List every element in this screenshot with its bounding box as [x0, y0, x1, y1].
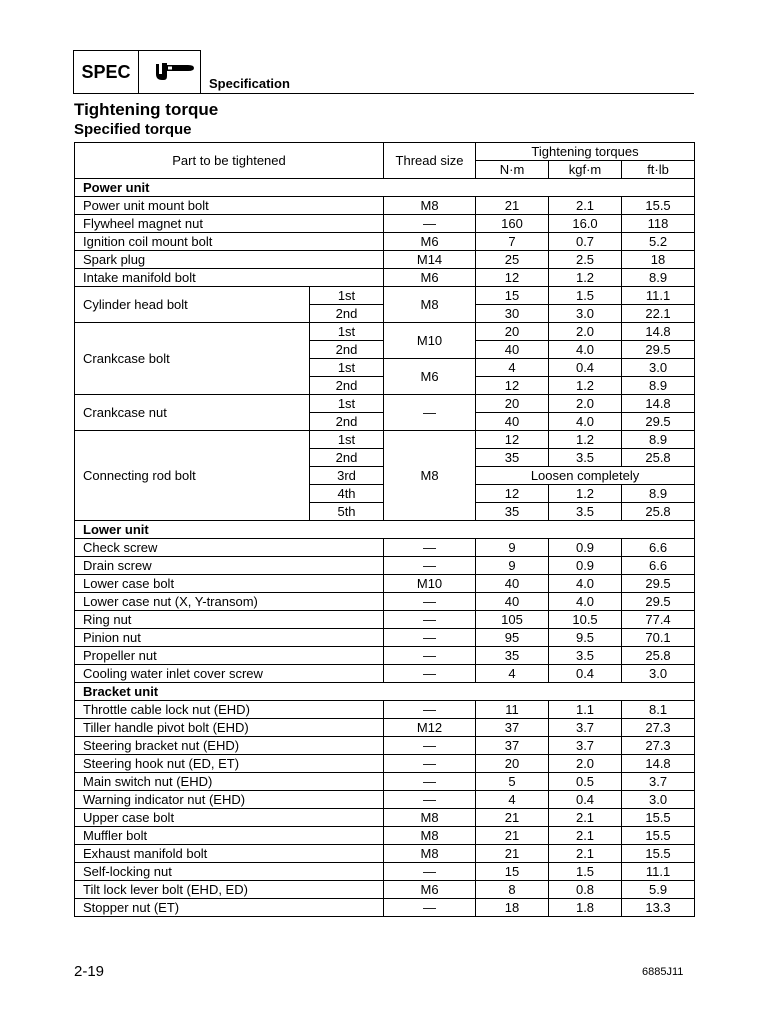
nm-cell: 20: [476, 755, 549, 773]
part-cell: Lower case bolt: [75, 575, 384, 593]
thread-cell: M14: [384, 251, 476, 269]
part-cell: Tilt lock lever bolt (EHD, ED): [75, 881, 384, 899]
thread-cell: M10: [384, 323, 476, 359]
nm-cell: 35: [476, 647, 549, 665]
nm-cell: 12: [476, 269, 549, 287]
thread-cell: M6: [384, 269, 476, 287]
ftlb-cell: 6.6: [622, 539, 695, 557]
part-cell: Steering bracket nut (EHD): [75, 737, 384, 755]
table-row: [75, 881, 695, 899]
kgfm-cell: 1.5: [549, 863, 622, 881]
nm-cell: 40: [476, 575, 549, 593]
kgfm-cell: 1.2: [549, 377, 622, 395]
ftlb-cell: 70.1: [622, 629, 695, 647]
nm-cell: 9: [476, 557, 549, 575]
nm-cell: 30: [476, 305, 549, 323]
nm-cell: 21: [476, 809, 549, 827]
thread-cell: —: [384, 701, 476, 719]
kgfm-cell: 0.4: [549, 791, 622, 809]
part-cell: Tiller handle pivot bolt (EHD): [75, 719, 384, 737]
nm-cell: 15: [476, 287, 549, 305]
ftlb-cell: 22.1: [622, 305, 695, 323]
section-label: Bracket unit: [75, 683, 695, 701]
ftlb-cell: 29.5: [622, 413, 695, 431]
table-row: [75, 665, 695, 683]
table-row: [75, 215, 695, 233]
thread-cell: —: [384, 395, 476, 431]
ftlb-cell: 29.5: [622, 575, 695, 593]
nm-cell: 37: [476, 737, 549, 755]
page-title: Tightening torque: [74, 100, 219, 119]
kgfm-cell: 2.1: [549, 197, 622, 215]
kgfm-cell: 10.5: [549, 611, 622, 629]
ftlb-cell: 6.6: [622, 557, 695, 575]
nm-cell: 21: [476, 827, 549, 845]
ftlb-cell: 15.5: [622, 197, 695, 215]
table-row: [75, 557, 695, 575]
part-cell: Power unit mount bolt: [75, 197, 384, 215]
ftlb-cell: 3.0: [622, 665, 695, 683]
nm-cell: 95: [476, 629, 549, 647]
part-cell: Muffler bolt: [75, 827, 384, 845]
section-row-power: [75, 179, 695, 197]
nm-cell: 5: [476, 773, 549, 791]
step-cell: 5th: [310, 503, 384, 521]
nm-cell: 37: [476, 719, 549, 737]
ftlb-cell: 29.5: [622, 593, 695, 611]
ftlb-cell: 27.3: [622, 737, 695, 755]
kgfm-cell: 0.8: [549, 881, 622, 899]
kgfm-cell: 2.0: [549, 323, 622, 341]
nm-cell: 12: [476, 431, 549, 449]
nm-cell: 18: [476, 899, 549, 917]
kgfm-cell: 4.0: [549, 575, 622, 593]
step-cell: 1st: [310, 323, 384, 341]
thread-cell: M12: [384, 719, 476, 737]
page-subtitle: Specified torque: [74, 121, 192, 138]
kgfm-cell: 1.1: [549, 701, 622, 719]
part-cell: Warning indicator nut (EHD): [75, 791, 384, 809]
kgfm-cell: 3.7: [549, 737, 622, 755]
part-cell: Crankcase bolt: [75, 323, 310, 395]
part-cell: Flywheel magnet nut: [75, 215, 384, 233]
section-row-lower: [75, 521, 695, 539]
table-row: [75, 269, 695, 287]
table-row: [75, 287, 695, 305]
kgfm-cell: 4.0: [549, 593, 622, 611]
nm-cell: 105: [476, 611, 549, 629]
thread-cell: —: [384, 557, 476, 575]
thread-cell: —: [384, 791, 476, 809]
ftlb-cell: 18: [622, 251, 695, 269]
kgfm-cell: 0.4: [549, 665, 622, 683]
thread-cell: M8: [384, 809, 476, 827]
table-row: [75, 773, 695, 791]
part-cell: Upper case bolt: [75, 809, 384, 827]
thread-cell: M6: [384, 359, 476, 395]
nm-cell: 25: [476, 251, 549, 269]
table-row: [75, 395, 695, 413]
part-cell: Self-locking nut: [75, 863, 384, 881]
ftlb-cell: 8.1: [622, 701, 695, 719]
table-header-row: [75, 143, 695, 161]
nm-cell: 40: [476, 593, 549, 611]
thread-cell: —: [384, 539, 476, 557]
table-row: [75, 251, 695, 269]
part-cell: Stopper nut (ET): [75, 899, 384, 917]
kgfm-cell: 0.5: [549, 773, 622, 791]
thread-cell: M6: [384, 233, 476, 251]
part-cell: Spark plug: [75, 251, 384, 269]
part-cell: Steering hook nut (ED, ET): [75, 755, 384, 773]
table-row: [75, 755, 695, 773]
table-row: [75, 791, 695, 809]
ftlb-cell: 14.8: [622, 323, 695, 341]
table-row: [75, 575, 695, 593]
section-label: Lower unit: [75, 521, 695, 539]
thread-cell: —: [384, 629, 476, 647]
ftlb-cell: 3.0: [622, 791, 695, 809]
step-cell: 2nd: [310, 341, 384, 359]
table-row: [75, 233, 695, 251]
part-cell: Intake manifold bolt: [75, 269, 384, 287]
nm-cell: 35: [476, 449, 549, 467]
part-cell: Main switch nut (EHD): [75, 773, 384, 791]
col-kgfm-header: kgf·m: [549, 161, 622, 179]
part-cell: Crankcase nut: [75, 395, 310, 431]
ftlb-cell: 8.9: [622, 431, 695, 449]
ftlb-cell: 3.7: [622, 773, 695, 791]
part-cell: Check screw: [75, 539, 384, 557]
thread-cell: —: [384, 737, 476, 755]
nm-cell: 21: [476, 845, 549, 863]
table-row: [75, 809, 695, 827]
nm-cell: 20: [476, 395, 549, 413]
kgfm-cell: 3.7: [549, 719, 622, 737]
step-cell: 2nd: [310, 413, 384, 431]
section-label: Power unit: [75, 179, 695, 197]
part-cell: Lower case nut (X, Y-transom): [75, 593, 384, 611]
spec-header-box: [73, 50, 201, 94]
ftlb-cell: 11.1: [622, 863, 695, 881]
step-cell: 2nd: [310, 449, 384, 467]
col-ftlb-header: ft·lb: [622, 161, 695, 179]
thread-cell: —: [384, 755, 476, 773]
kgfm-cell: 1.8: [549, 899, 622, 917]
section-title: Specification: [209, 76, 290, 91]
page-number: 2-19: [74, 963, 105, 980]
nm-cell: 9: [476, 539, 549, 557]
table-row: [75, 719, 695, 737]
ftlb-cell: 8.9: [622, 485, 695, 503]
table-row: [75, 611, 695, 629]
table-row: [75, 539, 695, 557]
kgfm-cell: 0.4: [549, 359, 622, 377]
kgfm-cell: 0.9: [549, 539, 622, 557]
kgfm-cell: 2.5: [549, 251, 622, 269]
thread-cell: M8: [384, 845, 476, 863]
step-cell: 1st: [310, 359, 384, 377]
part-cell: Cylinder head bolt: [75, 287, 310, 323]
kgfm-cell: 16.0: [549, 215, 622, 233]
part-cell: Throttle cable lock nut (EHD): [75, 701, 384, 719]
ftlb-cell: 15.5: [622, 827, 695, 845]
spec-badge: SPEC: [74, 51, 139, 93]
ftlb-cell: 14.8: [622, 755, 695, 773]
table-row: [75, 845, 695, 863]
kgfm-cell: 3.0: [549, 305, 622, 323]
nm-cell: 160: [476, 215, 549, 233]
part-cell: Exhaust manifold bolt: [75, 845, 384, 863]
table-row: [75, 737, 695, 755]
table-row: [75, 827, 695, 845]
thread-cell: M8: [384, 827, 476, 845]
step-cell: 2nd: [310, 305, 384, 323]
nm-cell: 7: [476, 233, 549, 251]
table-row: [75, 431, 695, 449]
kgfm-cell: 1.2: [549, 485, 622, 503]
nm-cell: 15: [476, 863, 549, 881]
ftlb-cell: 5.9: [622, 881, 695, 899]
thread-cell: —: [384, 665, 476, 683]
ftlb-cell: 25.8: [622, 503, 695, 521]
part-cell: Ignition coil mount bolt: [75, 233, 384, 251]
ftlb-cell: 8.9: [622, 377, 695, 395]
thread-cell: M8: [384, 197, 476, 215]
col-part-header: Part to be tightened: [75, 143, 384, 179]
kgfm-cell: 2.1: [549, 809, 622, 827]
table-row: [75, 197, 695, 215]
ftlb-cell: 77.4: [622, 611, 695, 629]
nm-cell: 20: [476, 323, 549, 341]
torque-table: [74, 142, 695, 917]
thread-cell: —: [384, 215, 476, 233]
table-row: [75, 899, 695, 917]
nm-cell: 21: [476, 197, 549, 215]
nm-cell: 35: [476, 503, 549, 521]
part-cell: Drain screw: [75, 557, 384, 575]
kgfm-cell: 4.0: [549, 413, 622, 431]
ftlb-cell: 15.5: [622, 845, 695, 863]
thread-cell: —: [384, 899, 476, 917]
thread-cell: M8: [384, 431, 476, 521]
step-cell: 1st: [310, 431, 384, 449]
col-nm-header: N·m: [476, 161, 549, 179]
document-code: 6885J11: [642, 966, 684, 978]
torque-wrench-icon: [148, 60, 196, 84]
kgfm-cell: 3.5: [549, 449, 622, 467]
nm-cell: 12: [476, 485, 549, 503]
kgfm-cell: 4.0: [549, 341, 622, 359]
thread-cell: —: [384, 593, 476, 611]
nm-cell: 40: [476, 341, 549, 359]
ftlb-cell: 15.5: [622, 809, 695, 827]
step-cell: 1st: [310, 287, 384, 305]
header-rule: [201, 93, 694, 94]
kgfm-cell: 0.7: [549, 233, 622, 251]
thread-cell: —: [384, 773, 476, 791]
part-cell: Pinion nut: [75, 629, 384, 647]
ftlb-cell: 118: [622, 215, 695, 233]
part-cell: Ring nut: [75, 611, 384, 629]
ftlb-cell: 13.3: [622, 899, 695, 917]
ftlb-cell: 25.8: [622, 449, 695, 467]
thread-cell: M8: [384, 287, 476, 323]
thread-cell: —: [384, 611, 476, 629]
nm-cell: 40: [476, 413, 549, 431]
step-cell: 2nd: [310, 377, 384, 395]
part-cell: Cooling water inlet cover screw: [75, 665, 384, 683]
kgfm-cell: 1.2: [549, 431, 622, 449]
kgfm-cell: 2.1: [549, 845, 622, 863]
ftlb-cell: 3.0: [622, 359, 695, 377]
thread-cell: M10: [384, 575, 476, 593]
kgfm-cell: 9.5: [549, 629, 622, 647]
part-cell: Connecting rod bolt: [75, 431, 310, 521]
kgfm-cell: 2.0: [549, 755, 622, 773]
col-torques-header: Tightening torques: [476, 143, 695, 161]
step-cell: 4th: [310, 485, 384, 503]
nm-cell: 8: [476, 881, 549, 899]
col-thread-header: Thread size: [384, 143, 476, 179]
kgfm-cell: 2.0: [549, 395, 622, 413]
nm-cell: 4: [476, 791, 549, 809]
note-cell: Loosen completely: [476, 467, 695, 485]
thread-cell: —: [384, 863, 476, 881]
ftlb-cell: 25.8: [622, 647, 695, 665]
part-cell: Propeller nut: [75, 647, 384, 665]
kgfm-cell: 3.5: [549, 647, 622, 665]
kgfm-cell: 2.1: [549, 827, 622, 845]
nm-cell: 11: [476, 701, 549, 719]
step-cell: 3rd: [310, 467, 384, 485]
ftlb-cell: 11.1: [622, 287, 695, 305]
table-row: [75, 629, 695, 647]
nm-cell: 4: [476, 359, 549, 377]
kgfm-cell: 3.5: [549, 503, 622, 521]
kgfm-cell: 1.2: [549, 269, 622, 287]
ftlb-cell: 8.9: [622, 269, 695, 287]
kgfm-cell: 0.9: [549, 557, 622, 575]
ftlb-cell: 5.2: [622, 233, 695, 251]
ftlb-cell: 27.3: [622, 719, 695, 737]
thread-cell: M6: [384, 881, 476, 899]
section-row-bracket: [75, 683, 695, 701]
table-row: [75, 701, 695, 719]
ftlb-cell: 29.5: [622, 341, 695, 359]
nm-cell: 12: [476, 377, 549, 395]
ftlb-cell: 14.8: [622, 395, 695, 413]
table-row: [75, 323, 695, 341]
step-cell: 1st: [310, 395, 384, 413]
thread-cell: —: [384, 647, 476, 665]
nm-cell: 4: [476, 665, 549, 683]
table-row: [75, 593, 695, 611]
table-row: [75, 863, 695, 881]
table-row: [75, 647, 695, 665]
kgfm-cell: 1.5: [549, 287, 622, 305]
